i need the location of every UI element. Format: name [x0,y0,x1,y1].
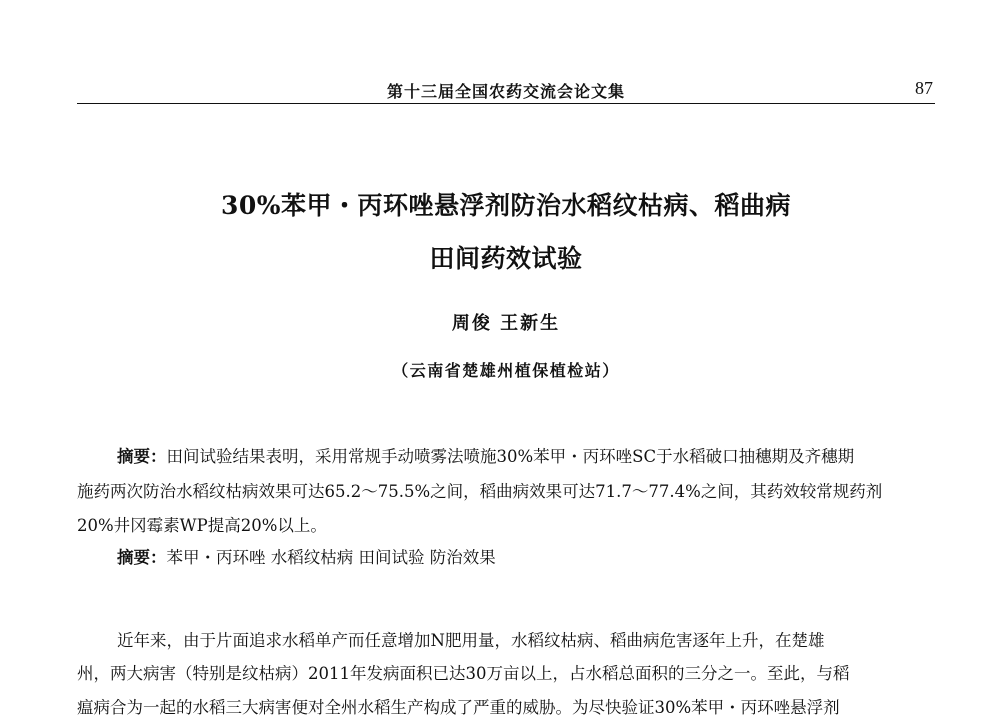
body-line-3: 瘟病合为一起的水稻三大病害便对全州水稻生产构成了严重的威胁。为尽快验证30%苯甲・丙环唑悬浮剂 [77,698,840,717]
affiliation: （云南省楚雄州植保植检站） [392,361,620,380]
abstract-line-1 [77,443,937,467]
keywords-line [77,544,937,568]
abstract-line-2: 施药两次防治水稻纹枯病效果可达65.2～75.5%之间，稻曲病效果可达71.7～77.4%之间，其药效较常规药剂 [77,482,883,501]
running-title: 第十三届全国农药交流会论文集 [386,82,625,101]
abstract-text-1: 田间试验结果表明，采用常规手动喷雾法喷施30%苯甲・丙环唑SC于水稻破口抽穗期及齐穗期 [166,447,855,466]
keywords-label: 摘要： [117,548,167,567]
paper-title-line-1: 30%苯甲・丙环唑悬浮剂防治水稻纹枯病、稻曲病 [220,191,792,220]
body-line-1: 近年来，由于片面追求水稻单产而任意增加N肥用量，水稻纹枯病、稻曲病危害逐年上升，在楚雄 [117,631,825,650]
paper-title-line-2: 田间药效试验 [429,244,583,273]
abstract-line-3: 20%井冈霉素WP提高20%以上。 [77,516,327,535]
abstract-label: 摘要： [117,447,167,466]
keywords-text: 苯甲・丙环唑 水稻纹枯病 田间试验 防治效果 [166,548,496,567]
authors: 周俊 王新生 [451,313,561,334]
body-line-2: 州，两大病害（特别是纹枯病）2011年发病面积已达30万亩以上，占水稻总面积的三分之一。至此，与稻 [77,664,850,683]
running-header [77,77,935,104]
page-number: 87 [915,78,933,98]
